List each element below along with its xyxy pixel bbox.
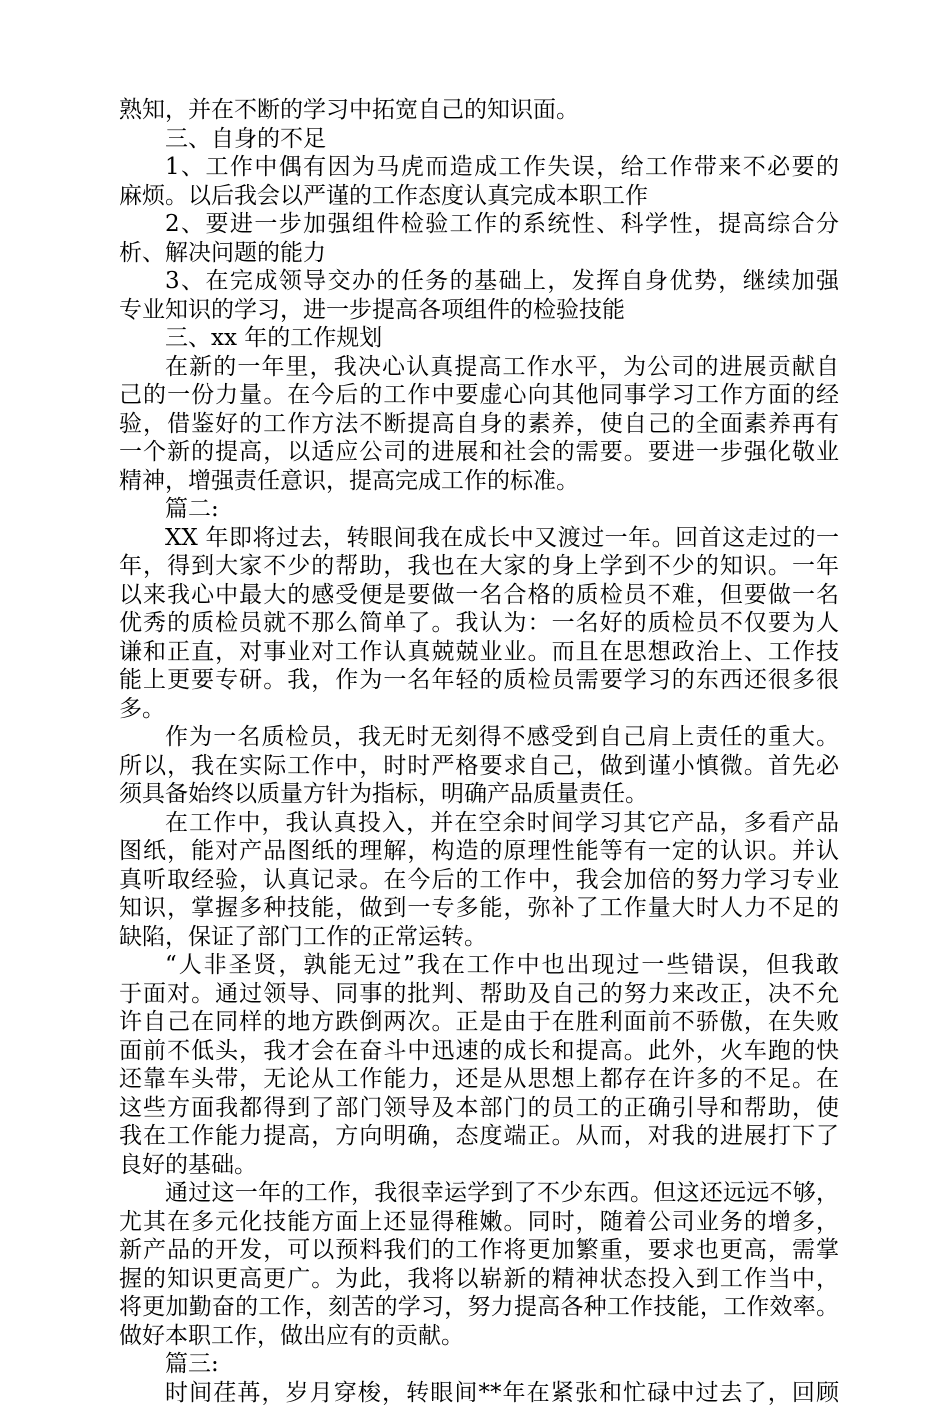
text-line: 许自己在同样的地方跌倒两次。正是由于在胜利面前不骄傲，在失败 [119,1008,839,1037]
text-line: 将更加勤奋的工作，刻苦的学习，努力提高各种工作技能，工作效率。 [119,1293,839,1322]
document-body-text [119,96,839,1407]
text-line: 图纸，能对产品图纸的理解，构造的原理性能等有一定的认识。并认 [119,837,839,866]
text-line: 验，借鉴好的工作方法不断提高自身的素养，使自己的全面素养再有 [119,410,839,439]
text-line: 我在工作能力提高，方向明确，态度端正。从而，对我的进展打下了 [119,1122,839,1151]
text-line: 年，得到大家不少的帮助，我也在大家的身上学到不少的知识。一年 [119,552,839,581]
text-line: 良好的基础。 [119,1151,839,1180]
text-line: 能上更要专研。我，作为一名年轻的质检员需要学习的东西还很多很 [119,666,839,695]
text-line: 三、自身的不足 [119,125,839,154]
text-line: 时间荏苒，岁月穿梭，转眼间**年在紧张和忙碌中过去了，回顾 [119,1379,839,1407]
text-line: 作为一名质检员，我无时无刻得不感受到自己肩上责任的重大。 [119,723,839,752]
text-line: 析、解决问题的能力 [119,239,839,268]
text-line: XX 年即将过去，转眼间我在成长中又渡过一年。回首这走过的一 [119,524,839,553]
text-line: 篇三: [119,1350,839,1379]
text-line: 真听取经验，认真记录。在今后的工作中，我会加倍的努力学习专业 [119,866,839,895]
text-line: 面前不低头，我才会在奋斗中迅速的成长和提高。此外，火车跑的快 [119,1037,839,1066]
text-line: 己的一份力量。在今后的工作中要虚心向其他同事学习工作方面的经 [119,381,839,410]
text-line: 篇二: [119,495,839,524]
text-line: 通过这一年的工作，我很幸运学到了不少东西。但这还远远不够， [119,1179,839,1208]
text-line: “人非圣贤，孰能无过”我在工作中也出现过一些错误，但我敢 [119,951,839,980]
text-line: 尤其在多元化技能方面上还显得稚嫩。同时，随着公司业务的增多， [119,1208,839,1237]
text-line: 三、xx 年的工作规划 [119,324,839,353]
text-line: 以来我心中最大的感受便是要做一名合格的质检员不难，但要做一名 [119,581,839,610]
text-line: 麻烦。以后我会以严谨的工作态度认真完成本职工作 [119,182,839,211]
text-line: 做好本职工作，做出应有的贡献。 [119,1322,839,1351]
text-line: 在新的一年里，我决心认真提高工作水平，为公司的进展贡献自 [119,353,839,382]
text-line: 3、在完成领导交办的任务的基础上，发挥自身优势，继续加强 [119,267,839,296]
text-line: 缺陷，保证了部门工作的正常运转。 [119,923,839,952]
text-line: 知识，掌握多种技能，做到一专多能，弥补了工作量大时人力不足的 [119,894,839,923]
text-line: 多。 [119,695,839,724]
text-line: 还靠车头带，无论从工作能力，还是从思想上都存在许多的不足。在 [119,1065,839,1094]
text-line: 须具备始终以质量方针为指标，明确产品质量责任。 [119,780,839,809]
text-line: 所以，我在实际工作中，时时严格要求自己，做到谨小慎微。首先必 [119,752,839,781]
text-line: 一个新的提高，以适应公司的进展和社会的需要。要进一步强化敬业 [119,438,839,467]
text-line: 新产品的开发，可以预料我们的工作将更加繁重，要求也更高，需掌 [119,1236,839,1265]
text-line: 2、要进一步加强组件检验工作的系统性、科学性，提高综合分 [119,210,839,239]
text-line: 谦和正直，对事业对工作认真兢兢业业。而且在思想政治上、工作技 [119,638,839,667]
text-line: 优秀的质检员就不那么简单了。我认为：一名好的质检员不仅要为人 [119,609,839,638]
text-line: 握的知识更高更广。为此，我将以崭新的精神状态投入到工作当中， [119,1265,839,1294]
text-line: 精神，增强责任意识，提高完成工作的标准。 [119,467,839,496]
text-line: 这些方面我都得到了部门领导及本部门的员工的正确引导和帮助，使 [119,1094,839,1123]
text-line: 专业知识的学习，进一步提高各项组件的检验技能 [119,296,839,325]
text-line: 于面对。通过领导、同事的批判、帮助及自己的努力来改正，决不允 [119,980,839,1009]
text-line: 1、工作中偶有因为马虎而造成工作失误，给工作带来不必要的 [119,153,839,182]
text-line: 在工作中，我认真投入，并在空余时间学习其它产品，多看产品 [119,809,839,838]
text-line: 熟知，并在不断的学习中拓宽自己的知识面。 [119,96,839,125]
